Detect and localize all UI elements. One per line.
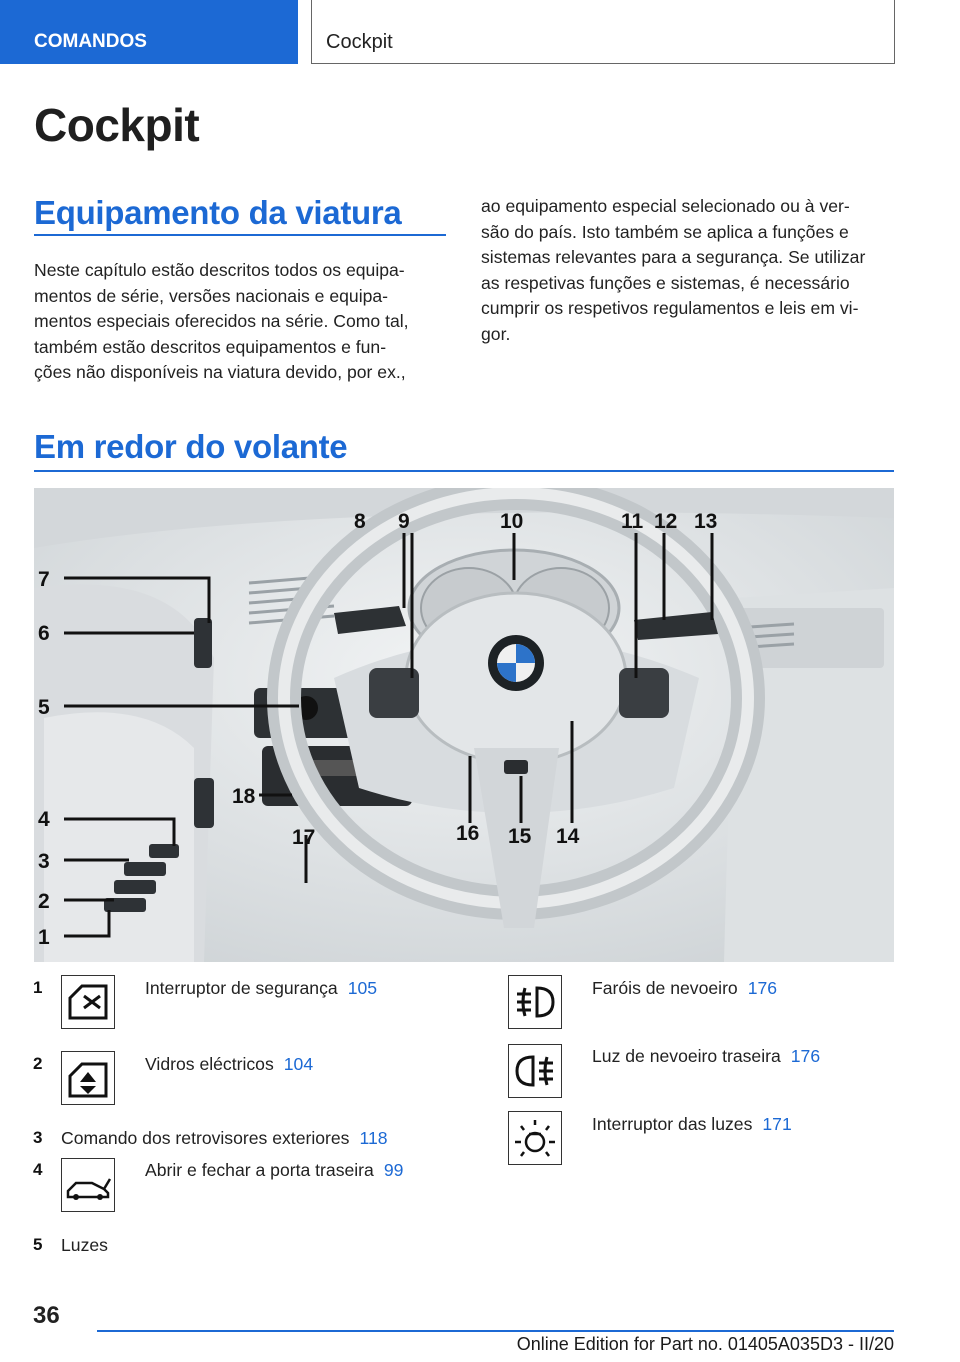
callout-8: 8 [354,510,366,533]
page-ref[interactable]: 176 [747,978,778,998]
callout-4: 4 [38,808,50,831]
section-title-steering: Em redor do volante [34,428,348,465]
page-number: 36 [33,1302,60,1329]
tailgate-icon [61,1158,115,1212]
callout-13: 13 [694,510,718,533]
page-ref[interactable]: 104 [283,1054,314,1074]
callout-15: 15 [508,825,532,848]
page-ref[interactable]: 171 [762,1114,792,1134]
section-tab[interactable]: COMANDOS [0,0,298,64]
callout-17: 17 [292,826,316,849]
rear-fog-light-icon [508,1044,562,1098]
front-fog-light-icon [508,975,562,1029]
callout-7: 7 [38,568,50,591]
footer-rule [97,1330,894,1332]
page-ref[interactable]: 105 [347,978,378,998]
intro-paragraph-col2: ao equipamento especial selecionado ou à ver- são do país. Isto também se aplica a funções e sistemas relevantes para a segurança. Se utilizar as respetivas funções e sistemas, é necessário cumprir os respetivos regulamentos e leis em vi- gor. [481,196,866,344]
cockpit-drawing [34,488,894,962]
power-window-icon [61,1051,115,1105]
section-rule [34,470,894,472]
section-title-equipment: Equipamento da viatura [34,194,402,231]
page-ref[interactable]: 99 [383,1160,404,1180]
edition-note: Online Edition for Part no. 01405A035D3 - II/20 [516,1334,894,1354]
callout-12: 12 [654,510,678,533]
callout-2: 2 [38,890,50,913]
callout-1: 1 [38,926,50,949]
window-safety-switch-icon [61,975,115,1029]
breadcrumb: Cockpit [311,0,895,64]
page-title: Cockpit [34,99,200,151]
callout-3: 3 [38,850,50,873]
callout-18: 18 [232,785,256,808]
light-switch-icon [508,1111,562,1165]
callout-5: 5 [38,696,50,719]
page-ref[interactable]: 118 [359,1128,388,1148]
callout-16: 16 [456,822,480,845]
callout-14: 14 [556,825,580,848]
callout-9: 9 [398,510,410,533]
callout-10: 10 [500,510,524,533]
callout-11: 11 [621,510,644,533]
section-rule [34,234,446,236]
cockpit-illustration [34,488,894,962]
intro-paragraph-col1: Neste capítulo estão descritos todos os equipa- mentos de série, versões nacionais e equipa- mentos especiais oferecidos na série. Como tal, também estão descritos equipamentos e fun- ções não disponíveis na viatura devido, por ex., [34,260,409,383]
page-ref[interactable]: 176 [790,1046,821,1066]
callout-6: 6 [38,622,50,645]
